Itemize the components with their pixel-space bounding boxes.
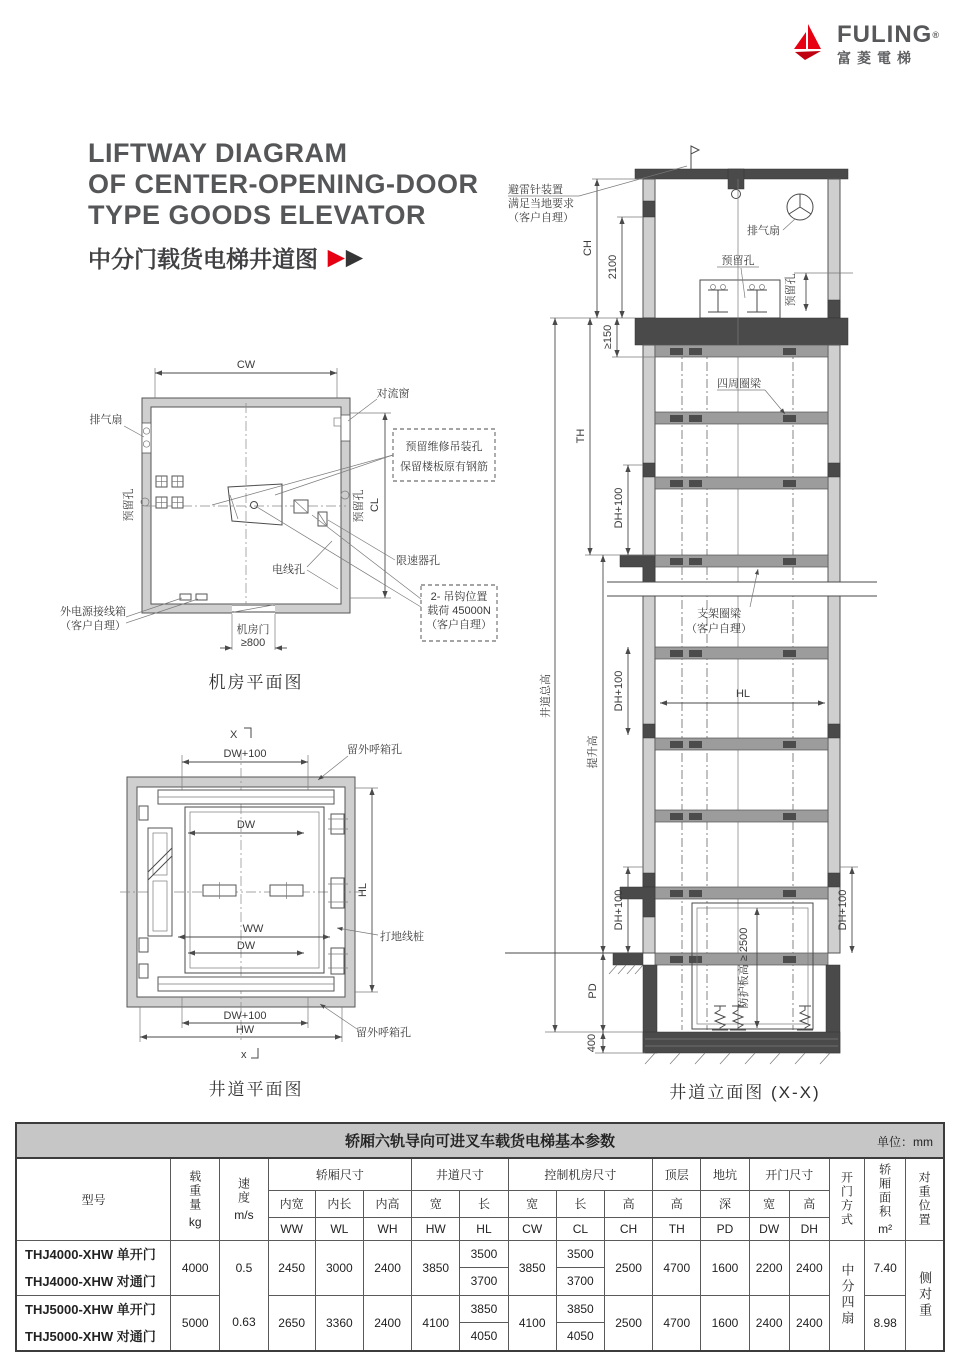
lightning-label3: （客户自理） — [508, 212, 574, 224]
td-g0-area: 7.40 — [865, 1240, 906, 1295]
th-group-ctrl: 控制机房尺寸 — [508, 1158, 653, 1190]
td-g0-wl: 3000 — [315, 1240, 363, 1295]
dim-400: 400 — [586, 1033, 598, 1053]
td-cw-pos — [906, 1240, 944, 1351]
hoist-note-line1: 预留维修吊装孔 — [405, 441, 483, 453]
th-group-top: 顶层 — [653, 1158, 701, 1190]
th-code-hw: HW — [412, 1217, 460, 1240]
td-door-type — [829, 1240, 864, 1351]
exhaust-fan-icon — [787, 194, 813, 220]
table-title-bar — [16, 1123, 944, 1158]
td-g1-speed: 0.63 — [220, 1295, 268, 1351]
td-g0-load: 4000 — [171, 1240, 220, 1295]
td-g0-ch: 2500 — [604, 1240, 652, 1295]
th-cw-pos-cn: 对重位置 — [917, 1171, 932, 1228]
model-g0-2: THJ4000-XHW 对通门 — [25, 1273, 156, 1289]
th-area-cn: 轿厢面积 — [877, 1162, 892, 1219]
dim-dh100-c: DH+100 — [613, 889, 625, 931]
reserved-hole-right-label-elev: 预留孔 — [785, 273, 797, 307]
section-mark-top: X — [230, 729, 238, 741]
th-code-th: TH — [653, 1217, 701, 1240]
th-code-ch: CH — [604, 1217, 652, 1240]
th-group-door: 开门尺寸 — [749, 1158, 829, 1190]
th-inner-l: 内长 — [315, 1190, 363, 1217]
td-g1-wh: 2400 — [363, 1295, 411, 1351]
dim-150: ≥150 — [602, 324, 614, 350]
table-title: 轿厢六轨导向可进叉车载货电梯基本参数 — [344, 1133, 615, 1150]
door-label: 机房门 — [236, 624, 270, 636]
counterweight-symbol — [148, 828, 172, 936]
model-g1-2: THJ5000-XHW 对通门 — [25, 1328, 156, 1344]
model-cell-g1 — [16, 1295, 171, 1351]
th-w2: 宽 — [508, 1190, 556, 1217]
machine-room-caption: 机房平面图 — [208, 673, 304, 692]
dim-dw100-top: DW+100 — [223, 748, 267, 760]
th-group-car: 轿厢尺寸 — [268, 1158, 412, 1190]
dim-th: TH — [575, 428, 587, 444]
dim-hw: HW — [235, 1024, 255, 1036]
th-area — [865, 1158, 906, 1240]
door-dim-label: ≥800 — [240, 637, 266, 649]
dim-dw-top: DW — [236, 819, 256, 831]
model-g1-1: THJ5000-XHW 单开门 — [25, 1301, 156, 1317]
registered-mark: ® — [932, 30, 940, 40]
bracket-beam-label2: （客户自理） — [686, 623, 752, 635]
lightning-label1: 避雷针装置 — [508, 184, 563, 196]
th-d: 深 — [701, 1190, 749, 1217]
page-title-line2: OF CENTER-OPENING-DOOR — [88, 169, 479, 199]
dark-triangle-icon: ▶ — [346, 246, 363, 269]
td-g1-th: 4700 — [653, 1295, 701, 1351]
th-model: 型号 — [16, 1158, 171, 1240]
th-speed-cn: 速度 — [236, 1176, 251, 1205]
power-box-label2: （客户自理） — [60, 620, 126, 632]
th-speed — [220, 1158, 268, 1240]
dim-total-height: 井道总高 — [540, 674, 552, 718]
machine-frame-symbol — [700, 280, 780, 318]
td-g0-cl2: 3700 — [556, 1268, 604, 1296]
th-code-ww: WW — [268, 1217, 315, 1240]
dim-dw100-bot: DW+100 — [223, 1010, 267, 1022]
page-subtitle-cn: 中分门载货电梯井道图 — [88, 246, 318, 272]
td-g1-ww: 2650 — [268, 1295, 315, 1351]
door-type-value: 中分四扇 — [839, 1263, 855, 1327]
dim-pd: PD — [587, 983, 599, 999]
machine-room-plan-diagram — [60, 355, 500, 705]
ring-beam-label: 四周圈梁 — [717, 378, 761, 390]
th-load-cn: 载重量 — [187, 1169, 202, 1212]
exhaust-fan-label: 排气扇 — [89, 414, 123, 426]
dim-2100: 2100 — [607, 254, 619, 280]
td-g1-pd: 1600 — [701, 1295, 749, 1351]
shaft-elevation-diagram — [495, 140, 945, 1115]
th-door-type-cn: 开门方式 — [839, 1171, 854, 1228]
support-bracket-symbol — [620, 555, 655, 585]
model-g0-1: THJ4000-XHW 单开门 — [25, 1246, 156, 1262]
brand-name: FULING — [837, 21, 933, 48]
dim-dh100-b: DH+100 — [613, 670, 625, 712]
convection-window-symbol — [341, 415, 350, 441]
hook-note-line1: 2- 吊钩位置 — [430, 591, 488, 603]
dim-cl-label: CL — [369, 497, 381, 513]
brand-name-cn: 富菱電梯 — [837, 50, 917, 66]
th-code-pd: PD — [701, 1217, 749, 1240]
buffer-symbols — [712, 1006, 813, 1030]
td-g1-dw: 2400 — [749, 1295, 789, 1351]
th-load-unit: kg — [188, 1214, 202, 1229]
brand-logo — [791, 22, 947, 84]
td-g0-hw: 3850 — [412, 1240, 460, 1295]
th-code-cw: CW — [508, 1217, 556, 1240]
pit-hatch — [645, 1053, 830, 1064]
th-code-wl: WL — [315, 1217, 363, 1240]
dim-hl: HL — [357, 882, 369, 898]
th-l2: 长 — [556, 1190, 604, 1217]
dim-dh100-d: DH+100 — [837, 889, 849, 931]
hook-note-line2: 载荷 45000N — [427, 605, 491, 617]
td-g1-dh: 2400 — [789, 1295, 829, 1351]
reserved-hole-top-label: 预留孔 — [721, 255, 755, 267]
table-unit: 单位：mm — [877, 1135, 933, 1149]
td-g1-ch: 2500 — [604, 1295, 652, 1351]
th-speed-unit: m/s — [234, 1207, 254, 1222]
th-h3: 高 — [653, 1190, 701, 1217]
hook-note-line3: （客户自理） — [426, 619, 492, 631]
call-box-bottom-label: 留外呼箱孔 — [356, 1027, 411, 1039]
td-g0-speed: 0.5 — [220, 1240, 268, 1295]
page-title-line1: LIFTWAY DIAGRAM — [88, 138, 348, 168]
ring-beam-bands — [655, 345, 828, 965]
th-code-dw: DW — [749, 1217, 789, 1240]
ground-stake-label: 打地线桩 — [380, 931, 424, 943]
td-g1-cl1: 3850 — [556, 1295, 604, 1323]
th-group-shaft: 井道尺寸 — [412, 1158, 508, 1190]
dim-ch: CH — [582, 240, 594, 256]
model-cell-g0 — [16, 1240, 171, 1295]
dim-travel-height: 提升高 — [587, 735, 599, 769]
fuling-logo-icon — [791, 22, 831, 62]
call-box-top-label: 留外呼箱孔 — [347, 744, 402, 756]
shaft-plan-diagram — [60, 720, 500, 1110]
elevation-caption: 井道立面图 (X-X) — [669, 1083, 821, 1102]
td-g0-dw: 2200 — [749, 1240, 789, 1295]
th-h4: 高 — [789, 1190, 829, 1217]
guard-panel-symbol — [692, 903, 813, 1029]
cw-pos-value: 侧对重 — [917, 1271, 933, 1319]
guard-height-label: 防护板高 ≥ 2500 — [738, 927, 750, 1009]
dim-dh100-a: DH+100 — [613, 487, 625, 529]
td-g1-wl: 3360 — [315, 1295, 363, 1351]
governor-hole-label: 限速器孔 — [396, 555, 440, 567]
th-h2: 高 — [604, 1190, 652, 1217]
td-g0-pd: 1600 — [701, 1240, 749, 1295]
lightning-label2: 满足当地要求 — [508, 198, 574, 210]
th-area-unit: m² — [878, 1221, 893, 1236]
th-group-pit: 地坑 — [701, 1158, 749, 1190]
wire-hole-label: 电线孔 — [272, 564, 305, 576]
red-triangle-icon: ▶ — [328, 246, 345, 269]
th-inner-h: 内高 — [363, 1190, 411, 1217]
th-code-wh: WH — [363, 1217, 411, 1240]
dim-cw-label: CW — [236, 359, 256, 371]
td-g0-cl1: 3500 — [556, 1240, 604, 1268]
td-g1-area: 8.98 — [865, 1295, 906, 1351]
reserved-hole-left-label: 预留孔 — [123, 488, 135, 522]
page-title-line3: TYPE GOODS ELEVATOR — [88, 200, 427, 230]
dim-ww: WW — [242, 923, 264, 935]
td-g1-cl2: 4050 — [556, 1323, 604, 1351]
td-g0-ww: 2450 — [268, 1240, 315, 1295]
td-g0-hl2: 3700 — [460, 1268, 508, 1296]
reserved-hole-right-label: 预留孔 — [353, 489, 365, 523]
th-code-cl: CL — [556, 1217, 604, 1240]
th-code-hl: HL — [460, 1217, 508, 1240]
parameter-table — [15, 1122, 945, 1352]
th-w1: 宽 — [412, 1190, 460, 1217]
td-g1-cw: 4100 — [508, 1295, 556, 1351]
th-load — [171, 1158, 220, 1240]
td-g0-cw: 3850 — [508, 1240, 556, 1295]
th-door-type — [829, 1158, 864, 1240]
convection-window-label: 对流窗 — [376, 388, 410, 400]
title-block — [88, 138, 479, 274]
section-mark-bottom: x — [241, 1049, 247, 1061]
td-g1-load: 5000 — [171, 1295, 220, 1351]
power-box-label1: 外电源接线箱 — [60, 606, 126, 618]
bracket-beam-label1: 支架圈梁 — [697, 608, 741, 620]
td-g1-hw: 4100 — [412, 1295, 460, 1351]
exhaust-fan-label-elev: 排气扇 — [747, 225, 780, 237]
dim-hl-elev: HL — [735, 688, 751, 700]
th-l1: 长 — [460, 1190, 508, 1217]
td-g0-dh: 2400 — [789, 1240, 829, 1295]
th-cw-pos — [906, 1158, 944, 1240]
td-g1-hl2: 4050 — [460, 1323, 508, 1351]
td-g0-hl1: 3500 — [460, 1240, 508, 1268]
hoist-note-line2: 保留楼板原有钢筋 — [400, 461, 488, 473]
th-w3: 宽 — [749, 1190, 789, 1217]
shaft-plan-caption: 井道平面图 — [208, 1080, 304, 1099]
td-g1-hl1: 3850 — [460, 1295, 508, 1323]
td-g0-wh: 2400 — [363, 1240, 411, 1295]
dim-dw-bot: DW — [236, 940, 256, 952]
th-code-dh: DH — [789, 1217, 829, 1240]
th-inner-w: 内宽 — [268, 1190, 315, 1217]
hook-symbol — [728, 169, 744, 189]
td-g0-th: 4700 — [653, 1240, 701, 1295]
